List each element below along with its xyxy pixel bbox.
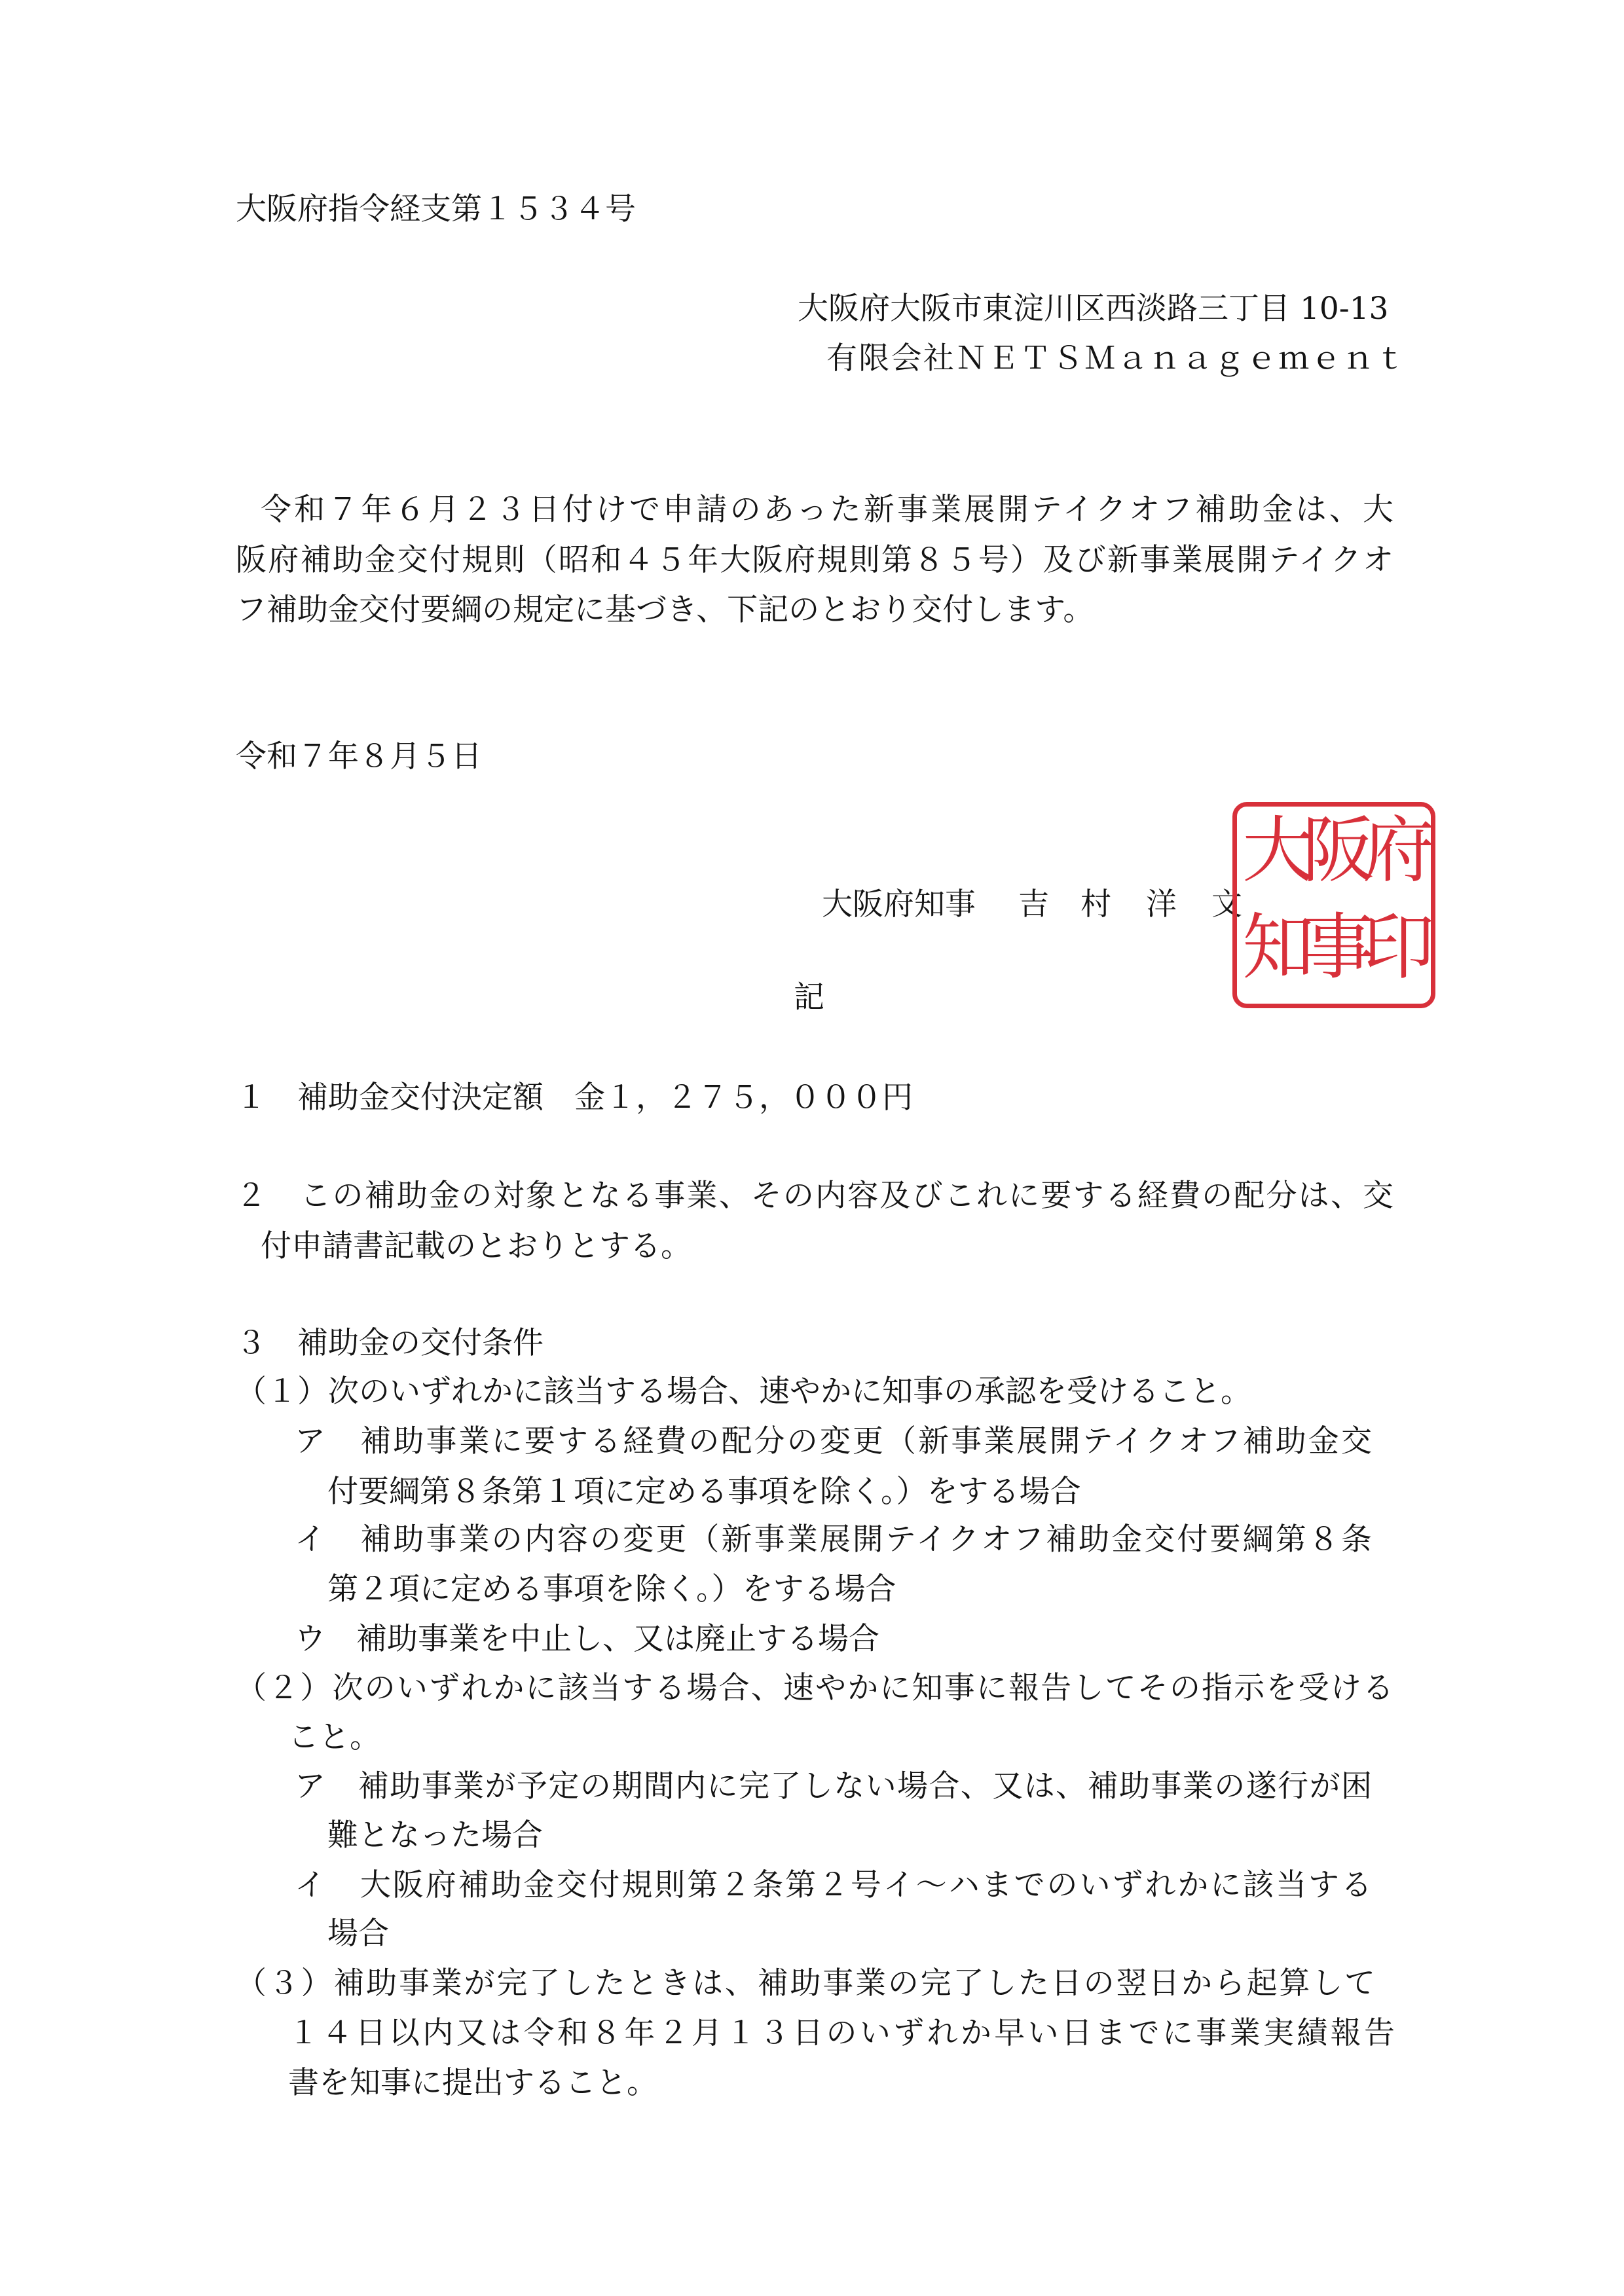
- seal-char: 知: [1242, 905, 1314, 989]
- condition-1-i-line: 第２項に定める事項を除く。）をする場合: [327, 1571, 896, 1607]
- condition-3-line: （３）補助事業が完了したときは、補助事業の完了した日の翌日から起算して: [236, 1965, 1375, 2001]
- seal-char: 府: [1363, 809, 1435, 892]
- recipient-name: 有限会社ＮＥＴＳＭａｎａｇｅｍｅｎｔ: [826, 340, 1406, 376]
- condition-3-line: 書を知事に提出すること。: [288, 2065, 657, 2101]
- intro-line: 阪府補助金交付規則（昭和４５年大阪府規則第８５号）及び新事業展開テイクオ: [236, 542, 1393, 578]
- condition-2-a-line: ア 補助事業が予定の期間内に完了しない場合、又は、補助事業の遂行が困: [295, 1768, 1372, 1804]
- condition-1-a-line: 付要綱第８条第１項に定める事項を除く。）をする場合: [327, 1474, 1081, 1510]
- signatory-title: 大阪府知事: [822, 886, 976, 922]
- condition-2-heading-line: こと。: [288, 1719, 380, 1755]
- condition-1-a-line: ア 補助事業に要する経費の配分の変更（新事業展開テイクオフ補助金交: [295, 1423, 1372, 1459]
- signatory-name-char: 村: [1080, 886, 1111, 922]
- seal-char: 阪: [1302, 809, 1375, 892]
- condition-2-i-line: 場合: [327, 1916, 389, 1952]
- recipient-address: 大阪府大阪市東淀川区西淡路三丁目 10-13: [798, 291, 1389, 327]
- signatory-name-char: 洋: [1146, 886, 1177, 922]
- condition-1-u-line: ウ 補助事業を中止し、又は廃止する場合: [295, 1621, 879, 1657]
- seal-char: 事: [1302, 905, 1375, 989]
- issue-date: 令和７年８月５日: [236, 738, 482, 774]
- signatory-name-char: 文: [1211, 886, 1242, 922]
- condition-2-a-line: 難となった場合: [327, 1817, 543, 1853]
- document-number: 大阪府指令経支第１５３４号: [236, 191, 636, 227]
- item-2-line: 付申請書記載のとおりとする。: [261, 1228, 692, 1264]
- condition-1-heading: （１）次のいずれかに該当する場合、速やかに知事の承認を受けること。: [236, 1374, 1251, 1410]
- condition-1-i-line: イ 補助事業の内容の変更（新事業展開テイクオフ補助金交付要綱第８条: [295, 1522, 1372, 1558]
- signatory-name-char: 吉: [1018, 886, 1049, 922]
- seal-char: 大: [1242, 809, 1314, 892]
- condition-2-heading-line: （２）次のいずれかに該当する場合、速やかに知事に報告してその指示を受ける: [236, 1670, 1393, 1706]
- item-3-title: ３ 補助金の交付条件: [236, 1325, 544, 1361]
- ki-heading: 記: [794, 979, 824, 1015]
- item-1: １ 補助金交付決定額 金１，２７５，０００円: [236, 1080, 913, 1116]
- official-seal: [1232, 802, 1435, 1008]
- condition-3-line: １４日以内又は令和８年２月１３日のいずれか早い日までに事業実績報告: [288, 2015, 1395, 2051]
- condition-2-i-line: イ 大阪府補助金交付規則第２条第２号イ～ハまでのいずれかに該当する: [295, 1867, 1372, 1903]
- item-2-line: ２ この補助金の対象となる事業、その内容及びこれに要する経費の配分は、交: [236, 1178, 1393, 1214]
- intro-line: 令和７年６月２３日付けで申請のあった新事業展開テイクオフ補助金は、大: [261, 492, 1393, 528]
- seal-char: 印: [1363, 905, 1435, 989]
- intro-line: フ補助金交付要綱の規定に基づき、下記のとおり交付します。: [236, 592, 1094, 628]
